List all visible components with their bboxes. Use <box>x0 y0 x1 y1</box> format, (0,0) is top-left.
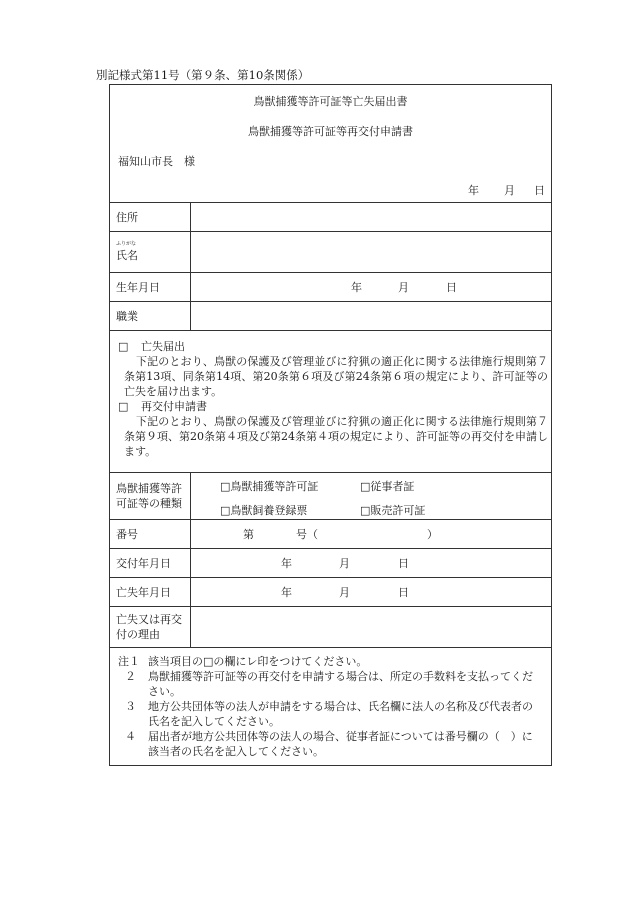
issue-month-label: 月 <box>339 557 350 570</box>
addressee: 福知山市長 様 <box>118 155 195 168</box>
address-label: 住所 <box>110 203 191 231</box>
issue-date-row <box>110 549 551 578</box>
lost-date-field[interactable] <box>191 578 551 606</box>
birthdate-field[interactable] <box>191 273 551 301</box>
loss-report-title: 亡失届出 <box>141 340 185 353</box>
name-label-cell <box>110 232 191 272</box>
loss-report-checkbox[interactable]: □ <box>118 340 129 353</box>
name-field[interactable] <box>191 232 551 272</box>
loss-report-text: 下記のとおり、鳥獣の保護及び管理並びに狩猟の適正化に関する法律施行規則第７条第13項、同条第14項、第20条第６項及び第24条第６項の規定により、許可証等の亡失を届け出ます。 <box>124 355 548 398</box>
number-field[interactable] <box>191 520 551 548</box>
reissue-checkbox[interactable]: □ <box>118 400 129 413</box>
permit-type-options <box>191 473 551 519</box>
option-keeping-registration[interactable]: □鳥獣飼養登録票 <box>220 504 308 517</box>
option-worker-certificate[interactable]: □従事者証 <box>360 480 415 493</box>
name-row <box>110 232 551 273</box>
form-frame <box>109 84 552 766</box>
declaration-section <box>110 331 551 473</box>
note-text: 鳥獣捕獲等許可証等の再交付を申請する場合は、所定の手数料を支払ってください。 <box>148 670 533 698</box>
title-reissue-application: 鳥獣捕獲等許可証等再交付申請書 <box>248 125 413 138</box>
note-item <box>118 699 543 729</box>
note-text: 届出者が地方公共団体等の法人の場合、従事者証については番号欄の（ ）に該当者の氏名を記入してください。 <box>148 730 533 758</box>
form-header <box>110 85 551 203</box>
option-capture-permit[interactable]: □鳥獣捕獲等許可証 <box>220 480 319 493</box>
title-loss-report: 鳥獣捕獲等許可証等亡失届出書 <box>253 95 408 108</box>
permit-type-label: 鳥獣捕獲等許可証等の種類 <box>110 473 191 519</box>
furigana-label: ふりがな <box>116 241 137 247</box>
reason-label: 亡失又は再交付の理由 <box>110 607 191 647</box>
name-label: 氏名 <box>116 249 138 262</box>
occupation-row <box>110 302 551 331</box>
issue-day-label: 日 <box>398 557 409 570</box>
note-item <box>118 729 543 759</box>
option-sales-permit[interactable]: □販売許可証 <box>360 504 426 517</box>
number-suffix: 号（ <box>296 528 318 541</box>
occupation-label: 職業 <box>110 302 191 330</box>
note-number: ２ <box>125 670 136 683</box>
submission-date <box>443 182 545 198</box>
issue-date-field[interactable] <box>191 549 551 577</box>
note-item <box>118 654 543 669</box>
note-item <box>118 669 543 699</box>
date-day-label: 日 <box>534 184 545 197</box>
number-close: ） <box>427 528 438 541</box>
number-label: 番号 <box>110 520 191 548</box>
birth-month-label: 月 <box>398 281 409 294</box>
date-month-label: 月 <box>504 184 515 197</box>
form-reference: 別記様式第11号（第９条、第10条関係） <box>96 68 310 82</box>
number-prefix: 第 <box>243 528 254 541</box>
birth-day-label: 日 <box>446 281 457 294</box>
reason-row <box>110 607 551 648</box>
date-year-label: 年 <box>468 184 479 197</box>
number-row <box>110 520 551 549</box>
address-row <box>110 203 551 232</box>
reissue-title: 再交付申請書 <box>141 400 207 413</box>
reason-field[interactable] <box>191 607 551 647</box>
note-number: ３ <box>125 700 136 713</box>
issue-date-label: 交付年月日 <box>110 549 191 577</box>
occupation-field[interactable] <box>191 302 551 330</box>
lost-date-label: 亡失年月日 <box>110 578 191 606</box>
note-number: 注１ <box>118 655 140 668</box>
note-text: 地方公共団体等の法人が申請をする場合は、氏名欄に法人の名称及び代表者の氏名を記入してください。 <box>148 700 533 728</box>
lost-year-label: 年 <box>281 586 292 599</box>
birthdate-label: 生年月日 <box>110 273 191 301</box>
note-text: 該当項目の□の欄にレ印をつけてください。 <box>148 655 368 668</box>
lost-day-label: 日 <box>398 586 409 599</box>
address-field[interactable] <box>191 203 551 231</box>
birth-year-label: 年 <box>351 281 362 294</box>
permit-type-row <box>110 473 551 520</box>
birthdate-row <box>110 273 551 302</box>
notes-section <box>110 648 551 765</box>
reissue-text: 下記のとおり、鳥獣の保護及び管理並びに狩猟の適正化に関する法律施行規則第７条第９項、第20条第４項及び第24条第４項の規定により、許可証等の再交付を申請します。 <box>124 415 548 458</box>
note-number: ４ <box>125 730 136 743</box>
lost-month-label: 月 <box>339 586 350 599</box>
issue-year-label: 年 <box>281 557 292 570</box>
lost-date-row <box>110 578 551 607</box>
